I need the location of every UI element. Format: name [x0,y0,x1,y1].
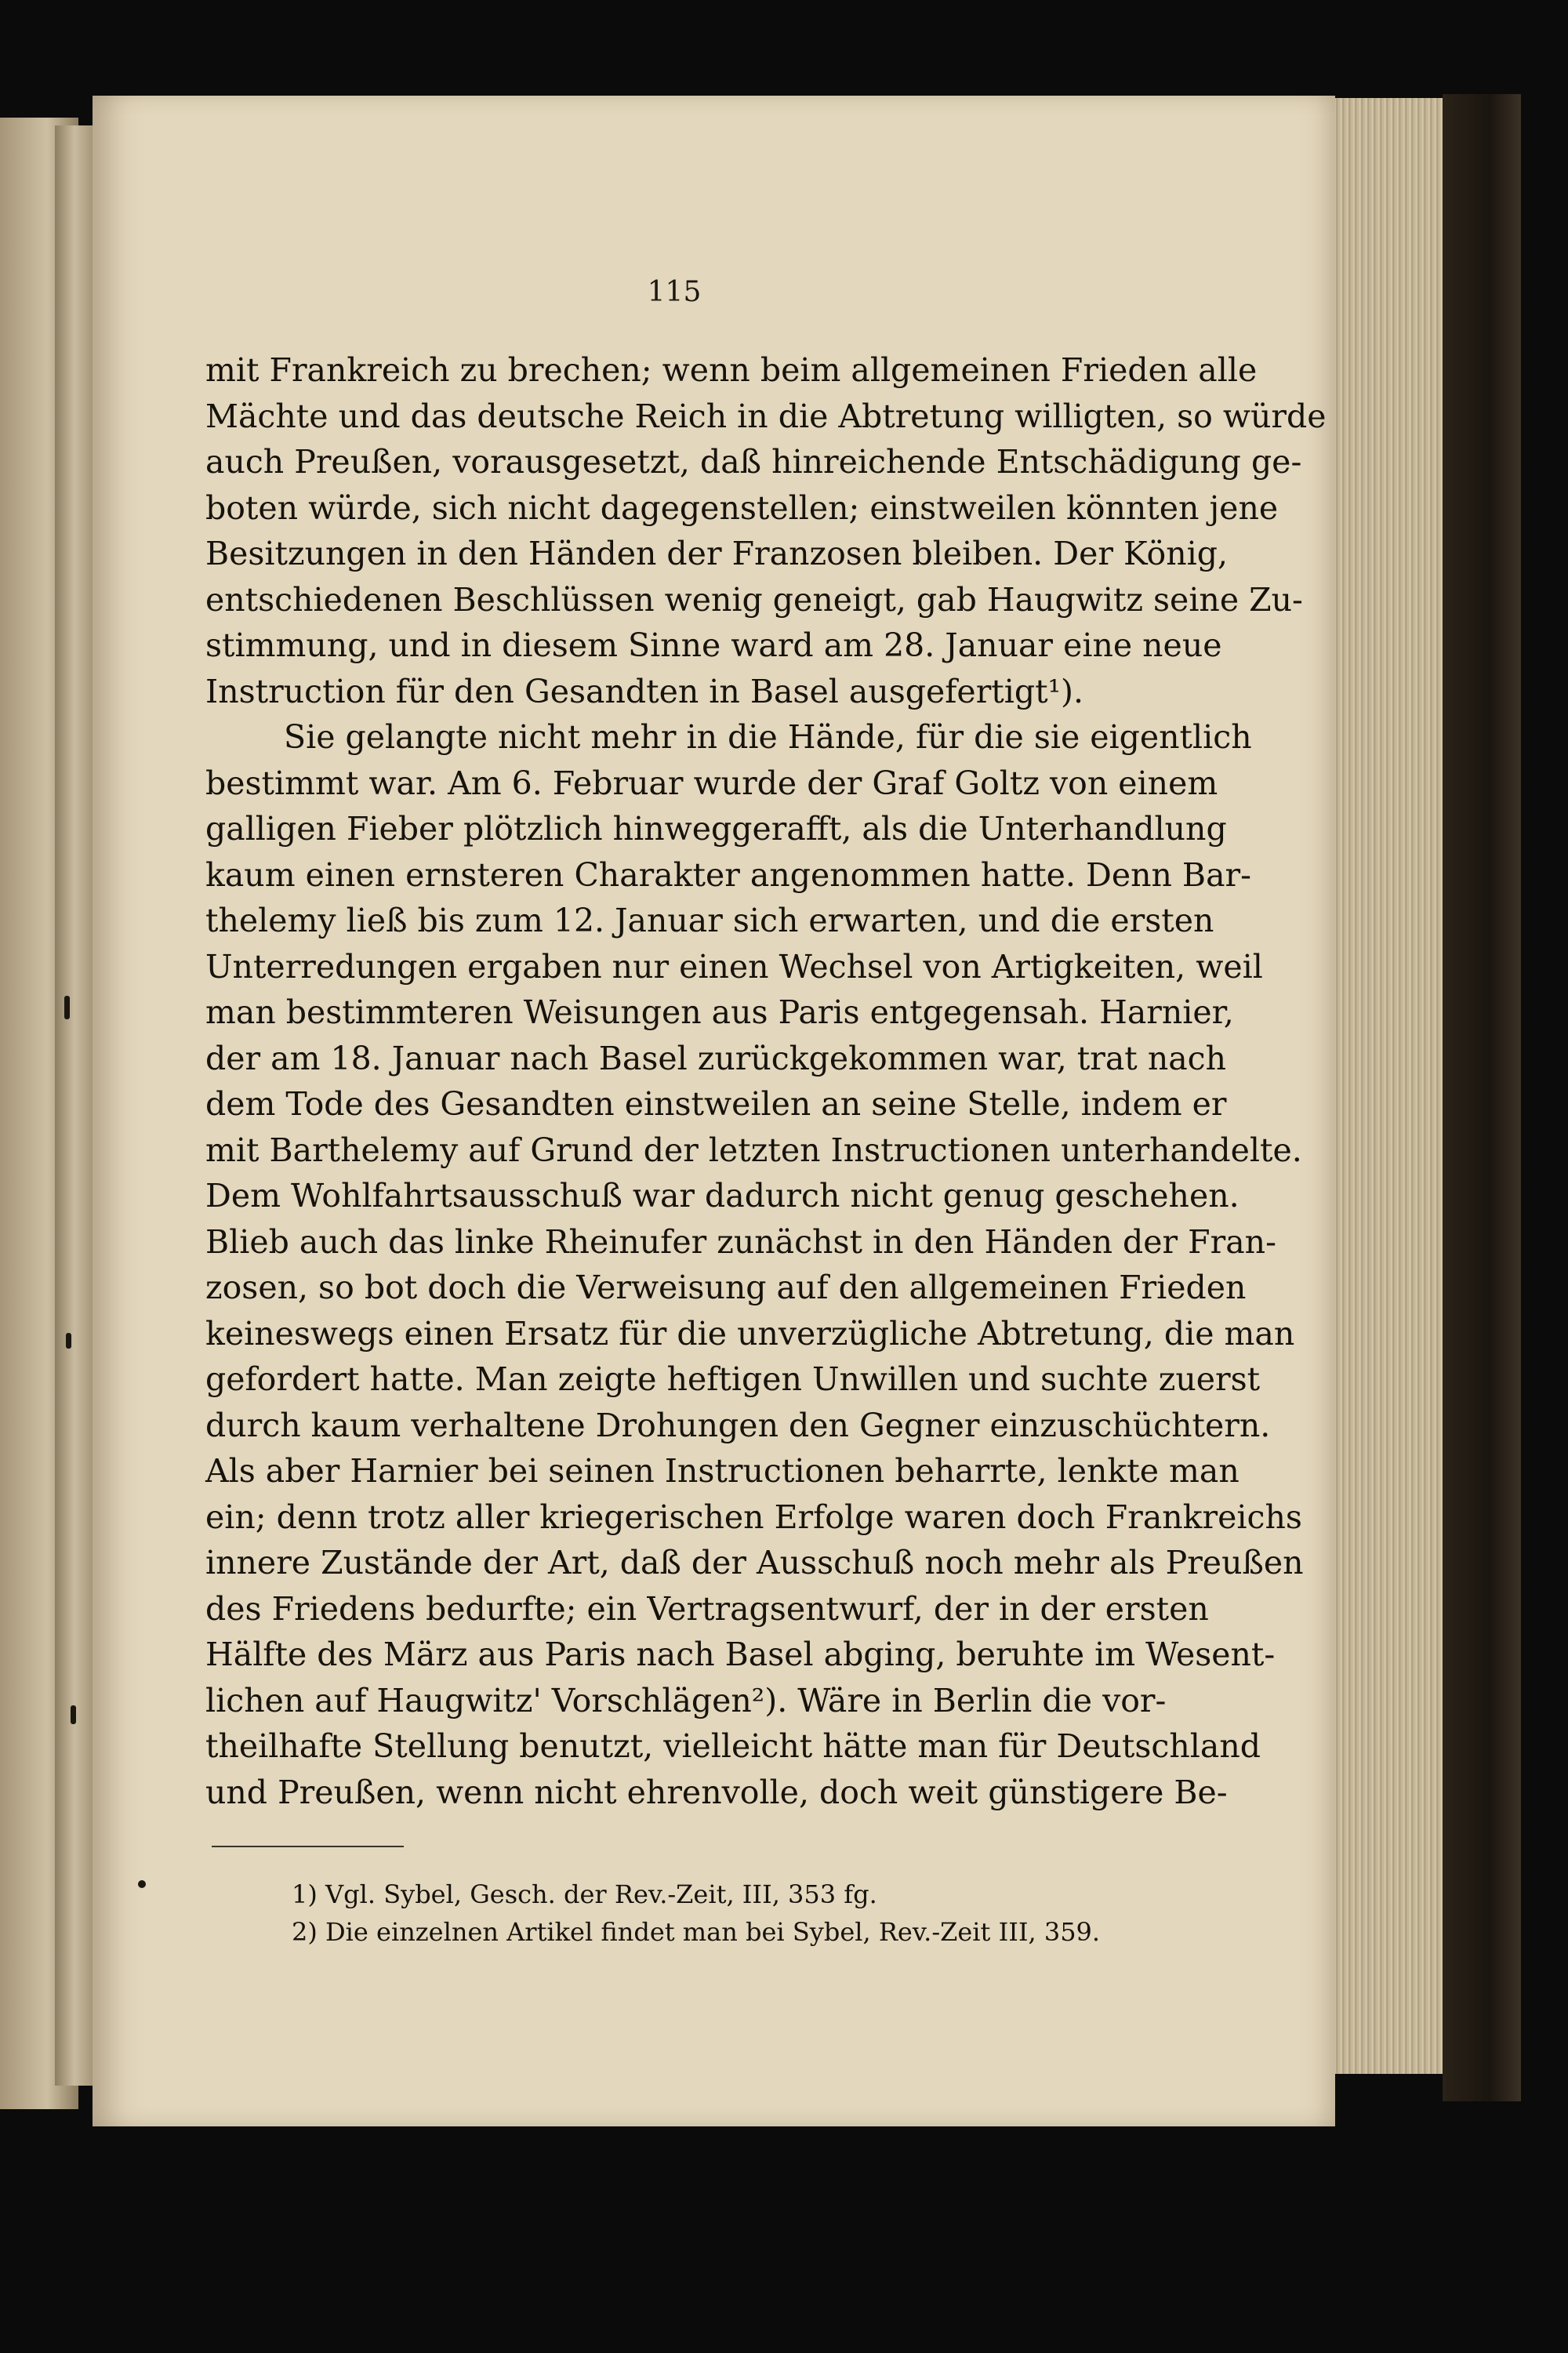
text-line: lichen auf Haugwitz' Vorschlägen²). Wäre in Berlin die vor- [205,1681,1167,1719]
text-line: innere Zustände der Art, daß der Ausschuß noch mehr als Preußen [205,1544,1304,1581]
text-line: dem Tode des Gesandten einstweilen an seine Stelle, indem er [205,1085,1227,1123]
text-line: kaum einen ernsteren Charakter angenommen hatte. Denn Bar- [205,855,1251,894]
text-line: Instruction für den Gesandten in Basel ausgefertigt¹). [205,672,1084,710]
text-line: Unterredungen ergaben nur einen Wechsel von Artigkeiten, weil [205,947,1263,986]
page-number: 115 [647,276,702,308]
footnote: 1) Vgl. Sybel, Gesch. der Rev.-Zeit, III, 353 fg. [292,1879,877,1909]
text-line: mit Barthelemy auf Grund der letzten Instructionen unterhandelte. [205,1131,1302,1169]
ink-mark [138,1880,146,1888]
ink-mark [71,1705,76,1724]
text-line: gefordert hatte. Man zeigte heftigen Unwillen und suchte zuerst [205,1360,1261,1398]
page-stack-edge [1333,98,1443,2074]
text-line: der am 18. Januar nach Basel zurückgekommen war, trat nach [205,1039,1227,1077]
body-text [205,347,1327,1815]
text-line: Als aber Harnier bei seinen Instructionen beharrte, lenkte man [205,1452,1240,1490]
footnotes [292,1876,1138,1951]
text-line: man bestimmteren Weisungen aus Paris entgegensah. Harnier, [205,993,1234,1031]
text-line: galligen Fieber plötzlich hinweggerafft, als die Unterhandlung [205,810,1227,848]
text-line: entschiedenen Beschlüssen wenig geneigt, gab Haugwitz seine Zu- [205,580,1303,619]
text-line: stimmung, und in diesem Sinne ward am 28. Januar eine neue [205,626,1222,664]
book-cover [1443,94,1521,2101]
text-line: bestimmt war. Am 6. Februar wurde der Graf Goltz von einem [205,764,1218,802]
text-line: zosen, so bot doch die Verweisung auf den allgemeinen Frieden [205,1269,1247,1306]
ink-mark [66,1333,71,1349]
text-line: Mächte und das deutsche Reich in die Abtretung willigten, so würde [205,397,1327,435]
text-line: auch Preußen, vorausgesetzt, daß hinreichende Entschädigung ge- [205,443,1302,481]
text-line: keineswegs einen Ersatz für die unverzügliche Abtretung, die man [205,1314,1295,1353]
text-line: des Friedens bedurfte; ein Vertragsentwurf, der in der ersten [205,1589,1209,1628]
text-line: Besitzungen in den Händen der Franzosen bleiben. Der König, [205,535,1228,572]
text-line: Dem Wohlfahrtsausschuß war dadurch nicht genug geschehen. [205,1177,1240,1215]
ink-mark [64,996,70,1019]
book-gutter [55,125,94,2086]
text-line: boten würde, sich nicht dagegenstellen; einstweilen könnten jene [205,488,1279,527]
text-line: durch kaum verhaltene Drohungen den Gegner einzuschüchtern. [205,1406,1271,1444]
text-line: mit Frankreich zu brechen; wenn beim allgemeinen Frieden alle [205,351,1258,389]
text-line: Sie gelangte nicht mehr in die Hände, für die sie eigentlich [284,718,1252,756]
text-line: Hälfte des März aus Paris nach Basel abging, beruhte im Wesent- [205,1636,1276,1673]
text-line: ein; denn trotz aller kriegerischen Erfolge waren doch Frankreichs [205,1498,1302,1536]
footnote-rule [212,1846,404,1847]
footnote: 2) Die einzelnen Artikel findet man bei Sybel, Rev.-Zeit III, 359. [292,1917,1101,1947]
text-line: Blieb auch das linke Rheinufer zunächst in den Händen der Fran- [205,1222,1276,1261]
text-line: und Preußen, wenn nicht ehrenvolle, doch weit günstigere Be- [205,1773,1228,1811]
text-line: theilhafte Stellung benutzt, vielleicht hätte man für Deutschland [205,1727,1261,1765]
text-line: thelemy ließ bis zum 12. Januar sich erwarten, und die ersten [205,902,1214,939]
